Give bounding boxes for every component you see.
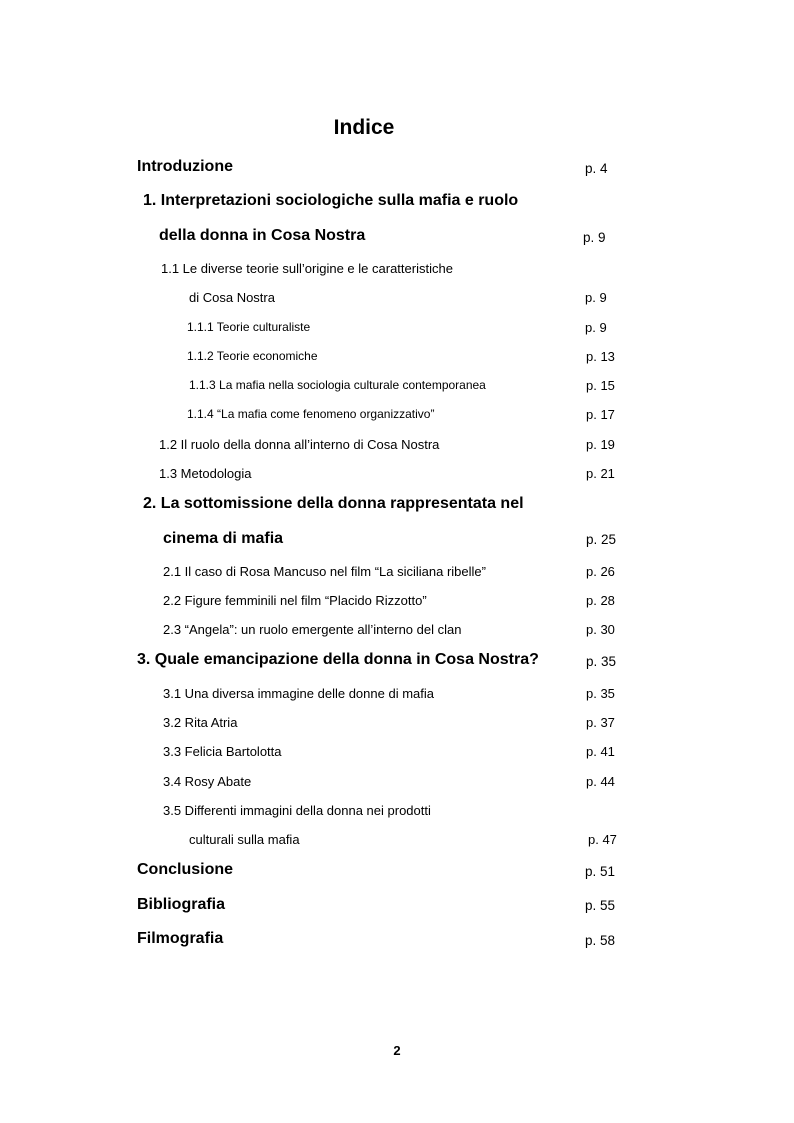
- toc-entry-3-2: 3.2 Rita Atria: [163, 715, 238, 730]
- toc-page-2-2: p. 28: [586, 593, 615, 608]
- toc-page-3-5: p. 47: [588, 832, 617, 847]
- page-number: 2: [393, 1043, 401, 1058]
- toc-entry-1-3: 1.3 Metodologia: [159, 466, 252, 481]
- toc-page-1-1-1: p. 9: [585, 320, 607, 335]
- toc-entry-1-1-2: 1.1.2 Teorie economiche: [187, 349, 318, 363]
- page-title: Indice: [333, 116, 395, 139]
- toc-page-1-1: p. 9: [585, 290, 607, 305]
- toc-entry-chapter-1-line2: della donna in Cosa Nostra: [159, 227, 366, 244]
- toc-page-chapter-1: p. 9: [583, 230, 606, 245]
- toc-page-3-1: p. 35: [586, 686, 615, 701]
- toc-page-2-3: p. 30: [586, 622, 615, 637]
- toc-entry-filmografia: Filmografia: [137, 930, 224, 947]
- toc-entry-chapter-2-line2: cinema di mafia: [163, 530, 284, 547]
- toc-page-3-2: p. 37: [586, 715, 615, 730]
- toc-entry-2-2: 2.2 Figure femminili nel film “Placido Rizzotto”: [163, 593, 427, 608]
- toc-entry-1-2: 1.2 Il ruolo della donna all’interno di Cosa Nostra: [159, 437, 440, 452]
- toc-page-1-1-2: p. 13: [586, 349, 615, 364]
- toc-entry-3-5-line2: culturali sulla mafia: [189, 832, 300, 847]
- toc-entry-1-1-3: 1.1.3 La mafia nella sociologia culturale contemporanea: [189, 378, 486, 392]
- toc-page-chapter-2: p. 25: [586, 532, 617, 547]
- toc-entry-chapter-2-line1: 2. La sottomissione della donna rappresentata nel: [143, 495, 524, 512]
- toc-page-3-3: p. 41: [586, 744, 615, 759]
- toc-page-1-3: p. 21: [586, 466, 615, 481]
- toc-page-1-1-3: p. 15: [586, 378, 615, 393]
- toc-page-conclusione: p. 51: [585, 864, 616, 879]
- toc-entry-introduzione: Introduzione: [137, 158, 233, 175]
- toc-entry-chapter-1-line1: 1. Interpretazioni sociologiche sulla mafia e ruolo: [143, 192, 519, 209]
- toc-entry-1-1-line1: 1.1 Le diverse teorie sull’origine e le caratteristiche: [161, 261, 453, 276]
- toc-entry-1-1-1: 1.1.1 Teorie culturaliste: [187, 320, 311, 334]
- toc-entry-1-1-4: 1.1.4 “La mafia come fenomeno organizzativo”: [187, 407, 435, 421]
- toc-page-chapter-3: p. 35: [586, 654, 617, 669]
- toc-entry-3-3: 3.3 Felicia Bartolotta: [163, 744, 282, 759]
- toc-page-filmografia: p. 58: [585, 933, 616, 948]
- toc-entry-3-1: 3.1 Una diversa immagine delle donne di mafia: [163, 686, 434, 701]
- toc-entry-conclusione: Conclusione: [137, 861, 234, 878]
- toc-page-introduzione: p. 4: [585, 161, 608, 176]
- toc-entry-bibliografia: Bibliografia: [137, 896, 226, 913]
- toc-entry-2-1: 2.1 Il caso di Rosa Mancuso nel film “La siciliana ribelle”: [163, 564, 486, 579]
- toc-page-1-1-4: p. 17: [586, 407, 615, 422]
- toc-entry-2-3: 2.3 “Angela”: un ruolo emergente all’interno del clan: [163, 622, 462, 637]
- toc-page-2-1: p. 26: [586, 564, 615, 579]
- toc-entry-3-4: 3.4 Rosy Abate: [163, 774, 252, 789]
- toc-entry-chapter-3: 3. Quale emancipazione della donna in Cosa Nostra?: [137, 651, 539, 668]
- toc-entry-1-1-line2: di Cosa Nostra: [189, 290, 275, 305]
- toc-page-3-4: p. 44: [586, 774, 615, 789]
- toc-entry-3-5-line1: 3.5 Differenti immagini della donna nei prodotti: [163, 803, 431, 818]
- toc-page-bibliografia: p. 55: [585, 898, 616, 913]
- toc-page-1-2: p. 19: [586, 437, 615, 452]
